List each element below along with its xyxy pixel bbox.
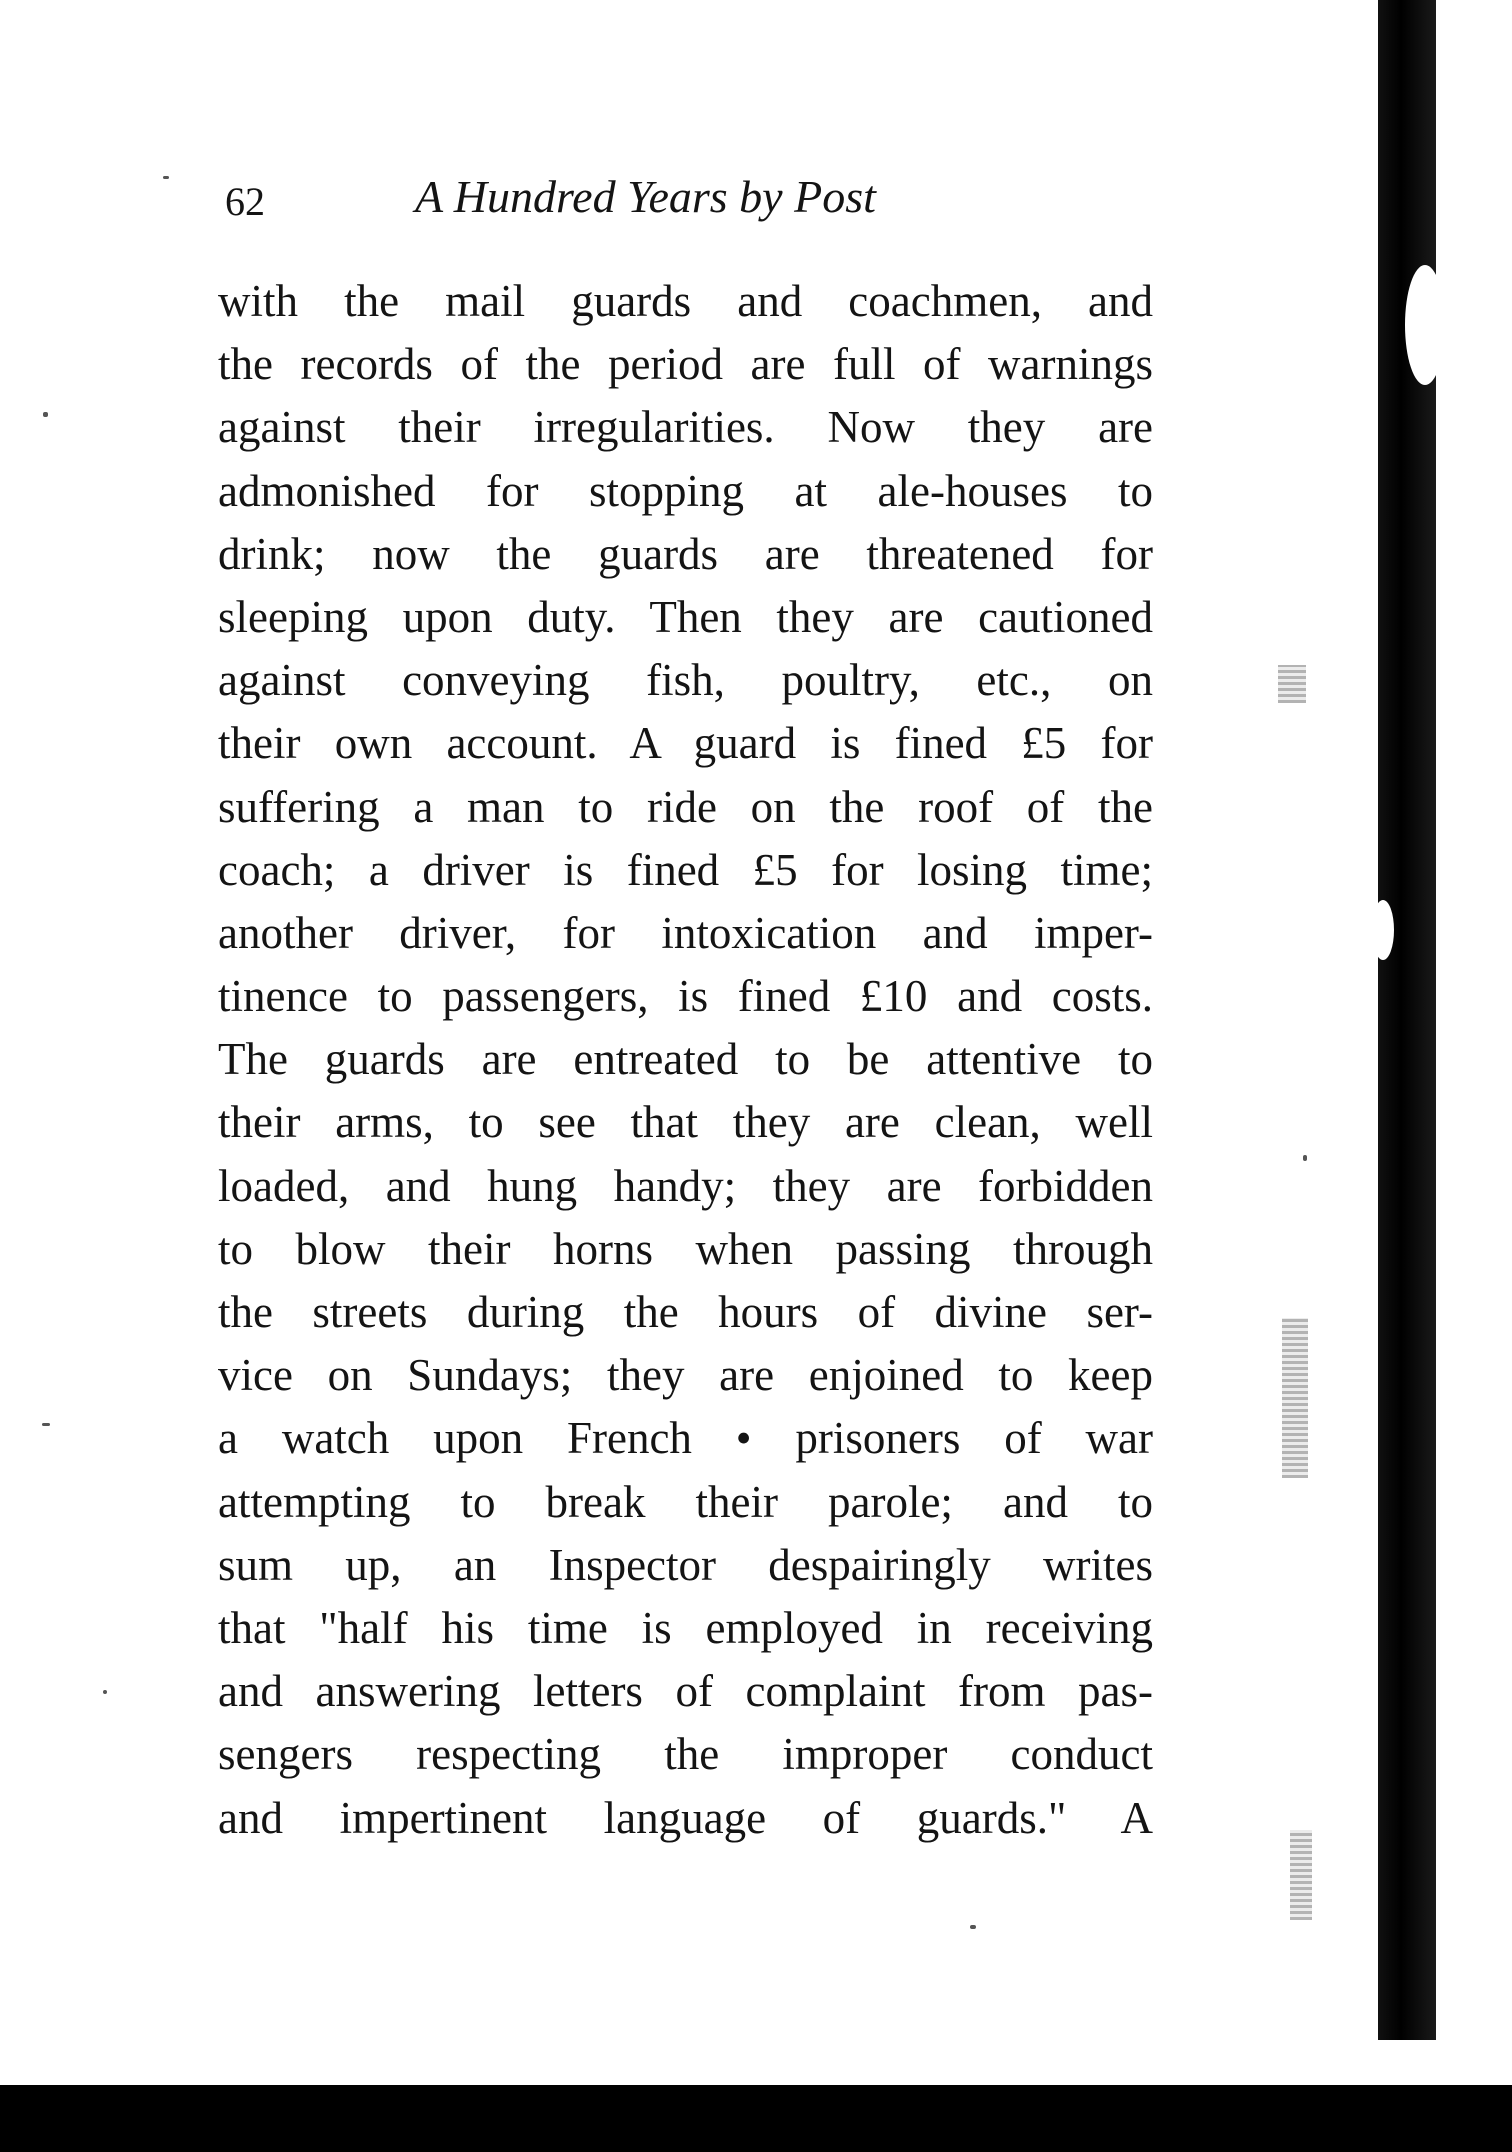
text-line: their own account. A guard is fined £5 for	[218, 718, 1153, 769]
scan-speck	[1303, 1155, 1307, 1161]
text-line: drink; now the guards are threatened for	[218, 528, 1153, 579]
text-line: with the mail guards and coachmen, and	[218, 276, 1153, 326]
scan-smudge	[1282, 1318, 1308, 1478]
text-line: sengers respecting the improper conduct	[218, 1729, 1153, 1780]
text-line: loaded, and hung handy; they are forbidden	[218, 1160, 1153, 1211]
scan-edge-notch	[1372, 900, 1394, 960]
running-title: A Hundred Years by Post	[415, 171, 876, 222]
text-line: that "half his time is employed in receiving	[218, 1602, 1153, 1653]
text-line: The guards are entreated to be attentive to	[218, 1034, 1153, 1085]
text-line: and answering letters of complaint from pas-	[218, 1666, 1153, 1717]
page-header	[225, 170, 975, 240]
text-line: sum up, an Inspector despairingly writes	[218, 1539, 1153, 1590]
scan-speck	[103, 1690, 107, 1694]
text-line: another driver, for intoxication and imper-	[218, 907, 1153, 958]
text-line: and impertinent language of guards." A	[218, 1792, 1153, 1843]
scan-speck	[163, 176, 169, 179]
text-line: their arms, to see that they are clean, well	[218, 1097, 1153, 1148]
text-line: against conveying fish, poultry, etc., on	[218, 655, 1153, 706]
text-line: sleeping upon duty. Then they are cautioned	[218, 591, 1153, 642]
text-line: suffering a man to ride on the roof of the	[218, 781, 1153, 832]
scan-speck	[970, 1925, 976, 1929]
scan-edge-notch	[1405, 265, 1445, 385]
text-line: tinence to passengers, is fined £10 and costs.	[218, 971, 1153, 1022]
text-line: attempting to break their parole; and to	[218, 1476, 1153, 1527]
text-line: a watch upon French • prisoners of war	[218, 1413, 1153, 1464]
scan-speck	[42, 1423, 50, 1426]
page-number: 62	[225, 179, 265, 224]
scan-speck	[43, 412, 48, 417]
text-line: admonished for stopping at ale-houses to	[218, 465, 1153, 516]
scan-bottom-shadow	[0, 2085, 1512, 2152]
text-line: to blow their horns when passing through	[218, 1223, 1153, 1274]
scan-smudge	[1278, 665, 1306, 703]
body-paragraph	[218, 270, 1153, 1850]
text-line: the streets during the hours of divine ser-	[218, 1287, 1153, 1337]
text-line: against their irregularities. Now they are	[218, 402, 1153, 453]
text-line: vice on Sundays; they are enjoined to keep	[218, 1350, 1153, 1401]
text-line: coach; a driver is fined £5 for losing time;	[218, 844, 1153, 895]
text-line: the records of the period are full of warnings	[218, 339, 1153, 390]
scan-smudge	[1290, 1830, 1312, 1920]
